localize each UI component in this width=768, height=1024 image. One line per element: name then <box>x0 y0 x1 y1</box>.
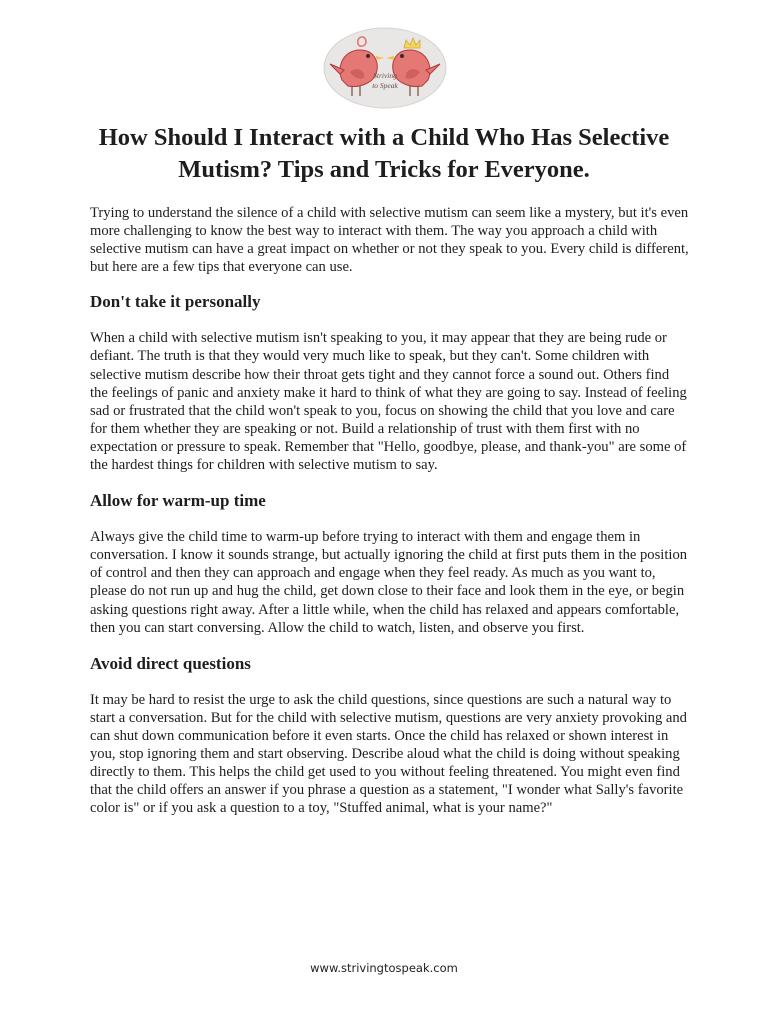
section-heading: Don't take it personally <box>90 292 261 312</box>
svg-text:to Speak: to Speak <box>372 81 398 90</box>
striving-to-speak-logo <box>322 26 448 110</box>
section-paragraph: When a child with selective mutism isn't speaking to you, it may appear that they are being rude or defiant. The truth is that they would very much like to speak, but they can't. Some children with selective mutism describe how their throat gets tight and they cannot force a sound out. Others find the feelings of panic and anxiety make it hard to think of what they are going to say. Instead of feeling sad or frustrated that the child won't speak to you, focus on showing the child that you love and care for them whether they are speaking or not. Build a relationship of trust with them first with no expectation or pressure to speak. Remember that "Hello, goodbye, please, and thank-you" are some of the hardest things for children with selective mutism to say. <box>90 330 687 474</box>
intro-paragraph: Trying to understand the silence of a child with selective mutism can seem like a mystery, but it's even more challenging to know the best way to interact with them. The way you approach a child with selective mutism can have a great impact on whether or not they speak to you. Every child is different, but here are a few tips that everyone can use. <box>90 205 689 276</box>
logo-birds-icon <box>322 26 448 110</box>
svg-text:Striving: Striving <box>373 71 397 80</box>
section-paragraph: It may be hard to resist the urge to ask the child questions, since questions are such a natural way to start a conversation. But for the child with selective mutism, questions are very anxiety provoking and can shut down communication before it even starts. Once the child has relaxed or shown interest in you, stop ignoring them and start observing. Describe aloud what the child is doing without speaking directly to them. This helps the child get used to you without feeling threatened. You might even find that the child offers an answer if you phrase a question as a statement, "I wonder what Sally's favorite color is" or if you ask a question to a toy, "Stuffed animal, what is your name?" <box>90 691 687 817</box>
section-paragraph: Always give the child time to warm-up before trying to interact with them and engage them in conversation. I know it sounds strange, but actually ignoring the child at first puts them in the position of control and then they can approach and engage when they feel ready. As much as you want to, please do not run up and hug the child, get down close to their face and look them in the eye, or begin asking questions right away. After a little while, when the child has relaxed and appears comfortable, then you can start conversing. Allow the child to watch, listen, and observe you first. <box>90 529 688 636</box>
section-avoid-direct-questions <box>90 653 690 818</box>
footer-website-link[interactable]: www.strivingtospeak.com <box>310 961 458 975</box>
section-allow-warm-up-time <box>90 490 690 637</box>
section-dont-take-it-personally <box>90 291 690 474</box>
section-heading: Avoid direct questions <box>90 653 251 673</box>
section-heading: Allow for warm-up time <box>90 491 266 511</box>
article-body <box>90 204 690 833</box>
page-title: How Should I Interact with a Child Who Has Selective Mutism? Tips and Tricks for Everyone. <box>98 124 670 183</box>
